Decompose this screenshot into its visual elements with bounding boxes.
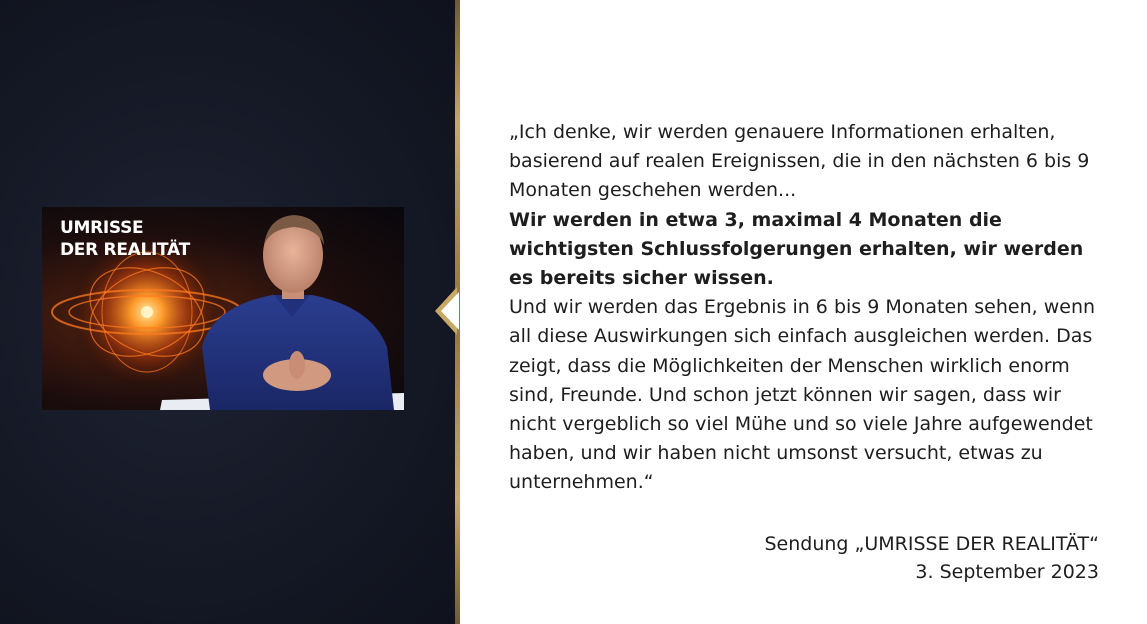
pointer-arrow-inner [441, 292, 459, 330]
quote-bold: Wir werden in etwa 3, maximal 4 Monaten die wichtigsten Schlussfolgerungen erhalten, wir werden es bereits sicher wissen. [509, 208, 1084, 290]
left-panel [0, 0, 458, 624]
quote-intro: „Ich denke, wir werden genauere Informationen erhalten, basierend auf realen Ereignissen, die in den nächsten 6 bis 9 Monaten geschehen werden... [509, 121, 1090, 202]
quote-source [764, 530, 1099, 586]
thumbnail-title [60, 217, 190, 261]
quote-rest: Und wir werden das Ergebnis in 6 bis 9 Monaten sehen, wenn all diese Auswirkungen sich einfach ausgleichen werden. Das zeigt, dass die Möglichkeiten der Menschen wirklich enorm sind, Freunde. Und schon jetzt können wir sagen, dass wir nicht vergeblich so viel Mühe und so viele Jahre aufgewendet haben, und wir haben nicht umsonst versucht, etwas zu unternehmen.“ [509, 296, 1096, 494]
video-thumbnail[interactable] [42, 207, 404, 410]
source-show: Sendung „UMRISSE DER REALITÄT“ [764, 533, 1099, 555]
thumbnail-title-line1: UMRISSE [60, 218, 144, 238]
quote-text [509, 118, 1099, 498]
source-date: 3. September 2023 [915, 561, 1099, 583]
thumbnail-title-line2: DER REALITÄT [60, 240, 190, 260]
